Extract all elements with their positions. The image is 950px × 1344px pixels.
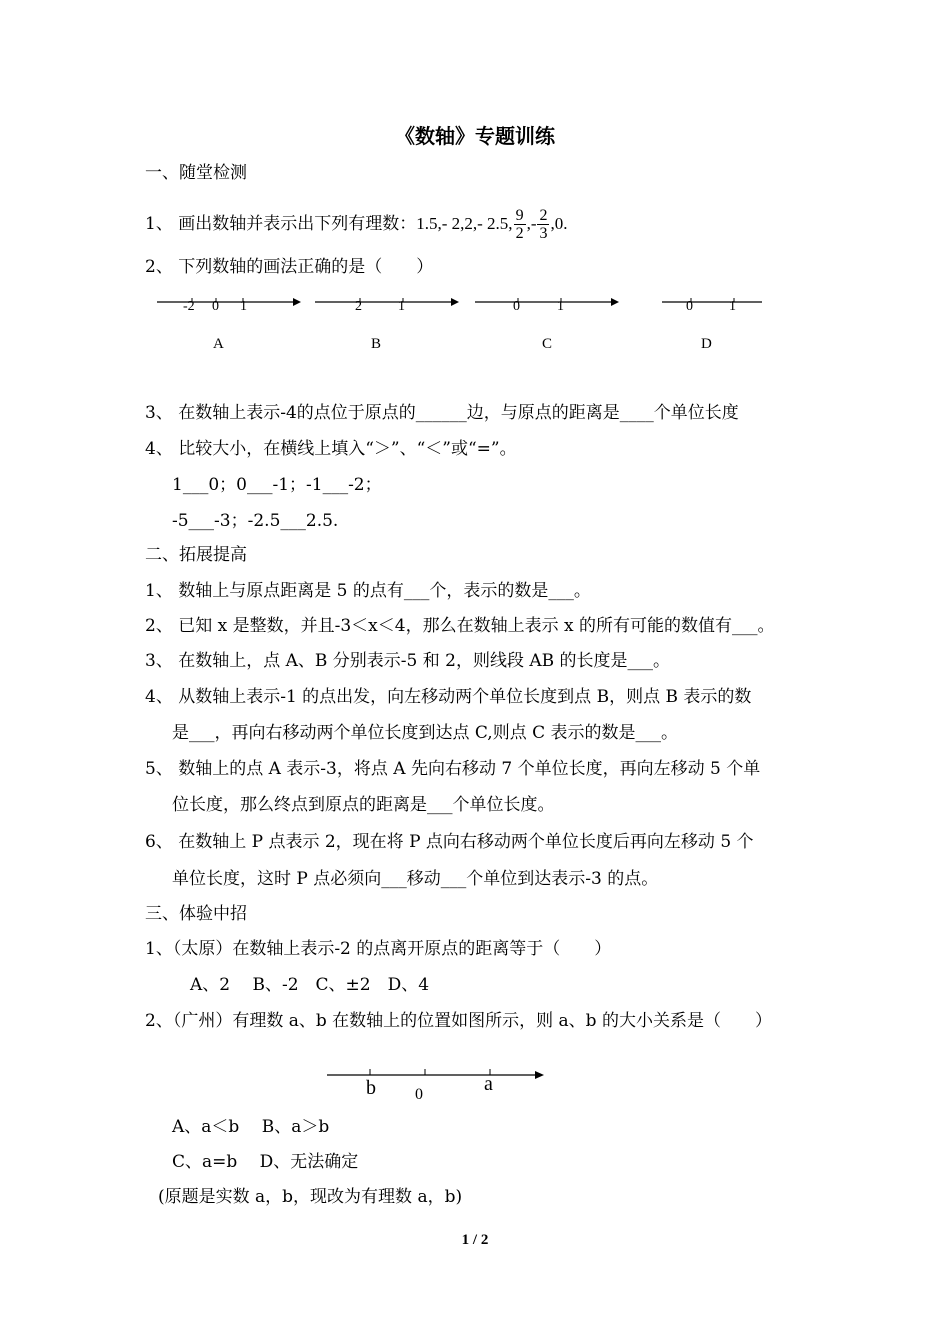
question-3-1: 1、（太原）在数轴上表示-2 的点离开原点的距离等于（ ）: [145, 939, 612, 959]
question-1-4-line-2: -5___-3；-2.5___2.5.: [172, 511, 339, 531]
option-label-c: C: [542, 336, 553, 352]
point-a-label: a: [484, 1073, 493, 1095]
question-2-2: 2、 已知 x 是整数，并且-3＜x＜4，那么在数轴上表示 x 的所有可能的数值有___。: [145, 616, 775, 636]
fraction-numerator: 9: [515, 207, 524, 224]
q1-numbers: 1.5,- 2,2,- 2.5,: [416, 214, 513, 233]
section-2-heading: 二、拓展提高: [145, 545, 247, 565]
arrow-head: [535, 1071, 544, 1079]
question-2-6-line-1: 6、 在数轴上 P 点表示 2，现在将 P 点向右移动两个单位长度后再向左移动 5 个: [145, 832, 754, 852]
origin-label: 0: [415, 1086, 423, 1103]
question-1-4: 4、 比较大小，在横线上填入“＞”、“＜”或“=”。: [145, 439, 517, 459]
number-line-b: [313, 292, 463, 316]
tick-label: 0: [212, 299, 219, 314]
tick-label: 1: [729, 299, 736, 314]
arrow-head: [611, 298, 619, 306]
question-3-2-options-1: A、a＜b B、a＞b: [172, 1117, 330, 1137]
number-line-c: [473, 292, 623, 316]
point-b-label: b: [366, 1077, 376, 1099]
section-3-heading: 三、体验中招: [145, 904, 247, 924]
fraction-2-3: [537, 207, 549, 242]
tick-label: 0: [513, 299, 520, 314]
arrow-head: [293, 298, 301, 306]
note: (原题是实数 a，b，现改为有理数 a，b): [158, 1187, 463, 1207]
question-3-1-options: A、2 B、-2 C、±2 D、4: [190, 975, 430, 995]
arrow-head: [451, 298, 459, 306]
question-2-6-line-2: 单位长度，这时 P 点必须向___移动___个单位到达表示-3 的点。: [172, 869, 659, 889]
tick-label: 0: [686, 299, 693, 314]
number-line-figure: [325, 1064, 550, 1088]
q1-separator: ,-: [526, 214, 537, 233]
option-label-d: D: [701, 336, 712, 352]
question-1-3: 3、 在数轴上表示-4的点位于原点的______边，与原点的距离是____个单位长度: [145, 403, 739, 423]
question-3-2: 2、（广州）有理数 a、b 在数轴上的位置如图所示，则 a、b 的大小关系是（ ）: [145, 1011, 772, 1031]
question-2-1: 1、 数轴上与原点距离是 5 的点有___个，表示的数是___。: [145, 581, 591, 601]
q1-prefix: 1、 画出数轴并表示出下列有理数：: [145, 214, 417, 234]
tick-label: 2: [355, 299, 362, 314]
question-2-4-line-1: 4、 从数轴上表示-1 的点出发，向左移动两个单位长度到点 B，则点 B 表示的数: [145, 687, 752, 707]
page-title: 《数轴》专题训练: [395, 124, 555, 148]
question-1-2: 2、 下列数轴的画法正确的是（ ）: [145, 257, 434, 277]
option-label-b: B: [371, 336, 382, 352]
tick-label: 1: [398, 299, 405, 314]
tick-label: 1: [240, 299, 247, 314]
question-2-5-line-2: 位长度，那么终点到原点的距离是___个单位长度。: [172, 795, 555, 815]
option-label-a: A: [213, 336, 224, 352]
tick-label: -2: [183, 299, 195, 314]
number-line-a: [155, 292, 305, 316]
fraction-denominator: 3: [539, 225, 548, 242]
question-2-3: 3、 在数轴上，点 A、B 分别表示-5 和 2，则线段 AB 的长度是___。: [145, 651, 671, 671]
page-number: 1 / 2: [461, 1232, 489, 1248]
fraction-numerator: 2: [539, 207, 548, 224]
fraction-denominator: 2: [515, 225, 524, 242]
question-3-2-options-2: C、a=b D、无法确定: [172, 1152, 359, 1172]
question-2-4-line-2: 是___，再向右移动两个单位长度到达点 C,则点 C 表示的数是___。: [172, 723, 679, 743]
question-1-1: [145, 207, 567, 242]
question-1-4-line-1: 1___0；0___-1；-1___-2；: [172, 475, 382, 495]
q1-suffix: ,0.: [550, 214, 568, 233]
tick-label: 1: [557, 299, 564, 314]
section-1-heading: 一、随堂检测: [145, 163, 247, 183]
question-2-5-line-1: 5、 数轴上的点 A 表示-3，将点 A 先向右移动 7 个单位长度，再向左移动 5 个单: [145, 759, 761, 779]
fraction-9-2: [514, 207, 526, 242]
number-line-d: [660, 292, 770, 316]
